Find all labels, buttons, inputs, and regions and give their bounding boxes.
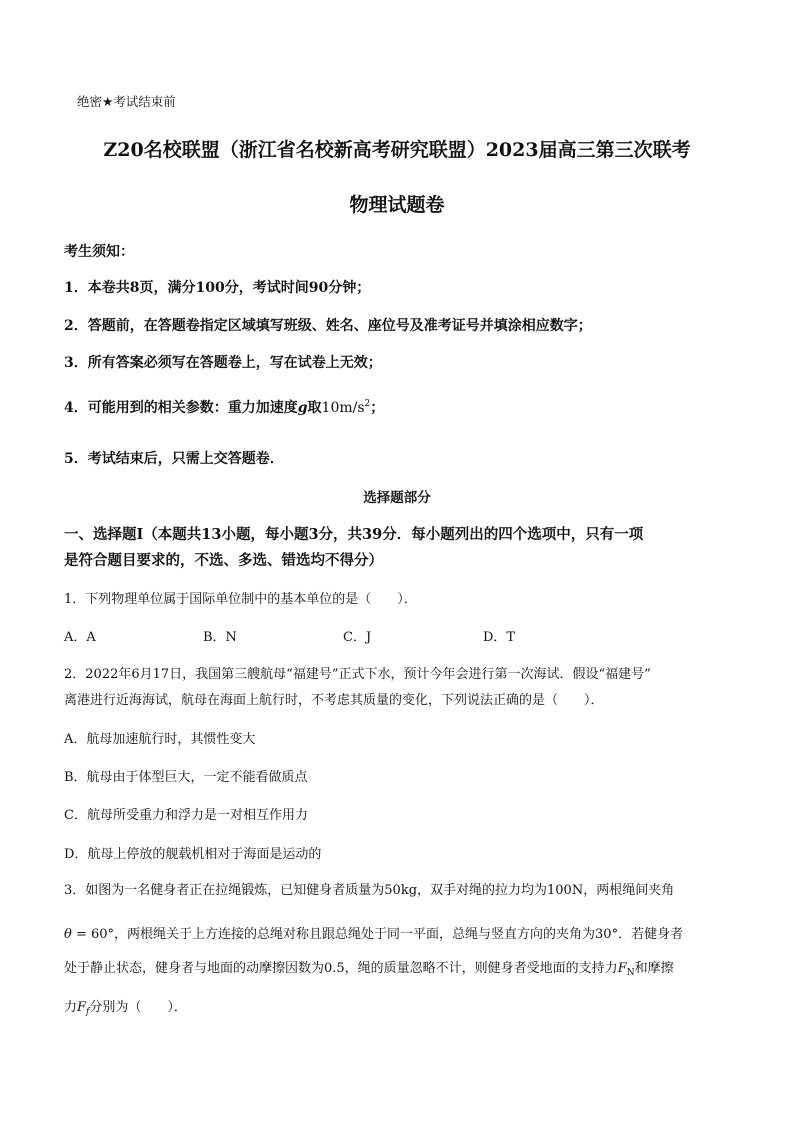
question-3-line-3-text: 处于静止状态，健身者与地面的动摩擦因数为0.5，绳的质量忽略不计，则健身者受地面的支持力 xyxy=(64,961,618,976)
confidential-label: 绝密★考试结束前 xyxy=(77,94,176,109)
question-3-line-4 xyxy=(64,996,187,1017)
question-3-line-2-text: = 60°，两根绳关于上方连接的总绳对称且跟总绳处于同一平面，总绳与竖直方向的夹角为30°．若健身者 xyxy=(71,927,684,942)
question-3-line-4-tail: 分别为（ ）． xyxy=(89,1000,187,1015)
normal-force-symbol: F xyxy=(617,961,627,976)
question-3-line-3-tail: 和摩擦 xyxy=(634,961,674,976)
question-1-option-d: D．T xyxy=(483,630,516,645)
gravity-value: 10m/s xyxy=(321,400,365,416)
question-3-line-1: 3．如图为一名健身者正在拉绳锻炼，已知健身者质量为50kg，双手对绳的拉力均为100N，两根绳间夹角 xyxy=(64,883,675,898)
notice-item-4 xyxy=(64,397,384,417)
question-1-option-a: A．A xyxy=(64,630,96,645)
notice-item-5: 5．考试结束后，只需上交答题卷． xyxy=(64,451,284,467)
part-instructions-line-2: 是符合题目要求的，不选、多选、错选均不得分） xyxy=(64,552,383,569)
normal-force-subscript: N xyxy=(626,968,635,978)
friction-force-subscript: f xyxy=(86,1007,90,1017)
part-instructions-line-1: 一、选择题Ⅰ（本题共13小题，每小题3分，共39分．每小题列出的四个选项中，只有一项 xyxy=(64,526,644,543)
question-2-stem-line-1: 2．2022年6月17日，我国第三艘航母“福建号”正式下水，预计今年会进行第一次海试．假设“福建号” xyxy=(64,667,651,682)
question-3-line-2 xyxy=(64,923,683,942)
notice-item-1: 1．本卷共8页，满分100分，考试时间90分钟； xyxy=(64,280,371,296)
section-title: 选择题部分 xyxy=(363,490,431,506)
exam-subtitle: 物理试题卷 xyxy=(349,194,445,216)
question-1-option-b: B．N xyxy=(203,630,237,645)
question-2-option-b: B．航母由于体型巨大，一定不能看做质点 xyxy=(64,770,308,785)
question-2-option-c: C．航母所受重力和浮力是一对相互作用力 xyxy=(64,808,308,823)
exam-title: Z20名校联盟（浙江省名校新高考研究联盟）2023届高三第三次联考 xyxy=(103,139,691,161)
notice-item-4-mid: 取 xyxy=(307,400,322,416)
friction-force-symbol: F xyxy=(77,1000,87,1015)
question-1-stem: 1．下列物理单位属于国际单位制中的基本单位的是（ ）． xyxy=(64,592,417,607)
gravity-exponent: 2 xyxy=(364,399,371,409)
question-2-stem-line-2: 离港进行近海海试，航母在海面上航行时，不考虑其质量的变化，下列说法正确的是（ ）． xyxy=(64,693,604,708)
question-2-option-d: D．航母上停放的舰载机相对于海面是运动的 xyxy=(64,847,322,862)
question-1-option-c: C．J xyxy=(343,630,372,645)
notice-heading: 考生须知： xyxy=(64,244,134,260)
question-3-line-3 xyxy=(64,957,674,978)
notice-item-3: 3．所有答案必须写在答题卷上，写在试卷上无效； xyxy=(64,355,382,371)
question-3-line-4-text: 力 xyxy=(64,1000,78,1015)
notice-item-4-prefix: 4．可能用到的相关参数：重力加速度 xyxy=(64,400,298,416)
gravity-symbol: g xyxy=(297,400,308,416)
notice-item-2: 2．答题前，在答题卷指定区域填写班级、姓名、座位号及准考证号并填涂相应数字； xyxy=(64,318,592,334)
question-2-option-a: A．航母加速航行时，其惯性变大 xyxy=(64,732,256,747)
theta-symbol: θ xyxy=(64,927,72,942)
notice-item-4-suffix: ； xyxy=(370,400,385,416)
